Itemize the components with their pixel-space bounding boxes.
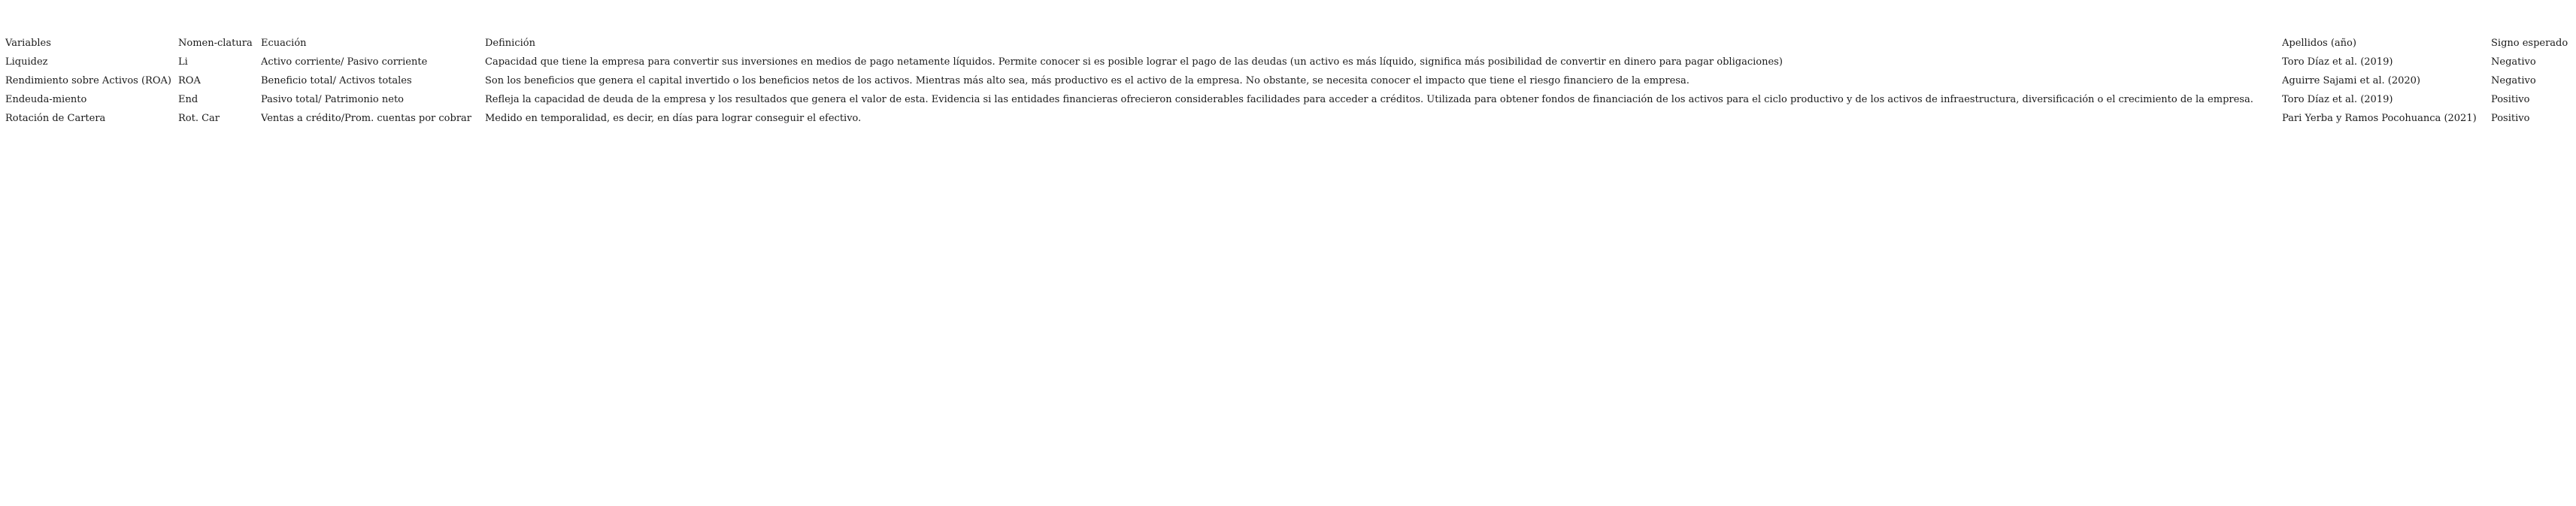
- cell-nomenclatura: Rot. Car: [178, 113, 220, 124]
- cell-signo: Positivo: [2491, 113, 2530, 124]
- col-header-variables: Variables: [5, 38, 51, 49]
- col-header-apellidos: Apellidos (año): [2282, 38, 2356, 49]
- cell-signo: Positivo: [2491, 94, 2530, 105]
- table-header-row: [5, 34, 2571, 53]
- cell-nomenclatura: Li: [178, 56, 188, 68]
- col-header-nomenclatura: Nomen-clatura: [178, 38, 253, 49]
- cell-variable: Rendimiento sobre Activos (ROA): [5, 75, 171, 86]
- cell-nomenclatura: ROA: [178, 75, 201, 86]
- cell-definicion: Refleja la capacidad de deuda de la empresa y los resultados que genera el valor de esta. Evidencia si las entidades financieras ofrecieron considerables facilidades para acceder a créditos. Utilizada para obtener fondos de financiación de los activos para el ciclo productivo y de los activos de infraestructura, diversificación o el crecimiento de la empresa.: [485, 94, 2253, 105]
- cell-signo: Negativo: [2491, 56, 2536, 68]
- col-header-ecuacion: Ecuación: [261, 38, 307, 49]
- cell-apellidos: Pari Yerba y Ramos Pocohuanca (2021): [2282, 113, 2477, 124]
- cell-variable: Endeuda-miento: [5, 94, 87, 105]
- table-row: [5, 53, 2571, 71]
- cell-ecuacion: Ventas a crédito/Prom. cuentas por cobrar: [261, 113, 472, 124]
- cell-definicion: Son los beneficios que genera el capital invertido o los beneficios netos de los activos. Mientras más alto sea, más productivo es el activo de la empresa. No obstante, se necesita conocer el impacto que tiene el riesgo financiero de la empresa.: [485, 75, 1690, 86]
- cell-apellidos: Aguirre Sajami et al. (2020): [2282, 75, 2420, 86]
- variables-definition-table: [5, 34, 2571, 128]
- cell-ecuacion: Pasivo total/ Patrimonio neto: [261, 94, 405, 105]
- cell-definicion: Capacidad que tiene la empresa para convertir sus inversiones en medios de pago netamente líquidos. Permite conocer si es posible lograr el pago de las deudas (un activo es más líquido, significa más posibilidad de convertir en dinero para pagar obligaciones): [485, 56, 1783, 68]
- cell-definicion: Medido en temporalidad, es decir, en días para lograr conseguir el efectivo.: [485, 113, 862, 124]
- cell-nomenclatura: End: [178, 94, 199, 105]
- table-row: [5, 109, 2571, 128]
- table-row: [5, 71, 2571, 90]
- cell-variable: Rotación de Cartera: [5, 113, 106, 124]
- cell-apellidos: Toro Díaz et al. (2019): [2282, 56, 2393, 68]
- table-row: [5, 90, 2571, 109]
- cell-variable: Liquidez: [5, 56, 48, 68]
- cell-ecuacion: Activo corriente/ Pasivo corriente: [261, 56, 428, 68]
- cell-apellidos: Toro Díaz et al. (2019): [2282, 94, 2393, 105]
- col-header-signo: Signo esperado: [2491, 38, 2568, 49]
- cell-ecuacion: Beneficio total/ Activos totales: [261, 75, 412, 86]
- col-header-definicion: Definición: [485, 38, 535, 49]
- cell-signo: Negativo: [2491, 75, 2536, 86]
